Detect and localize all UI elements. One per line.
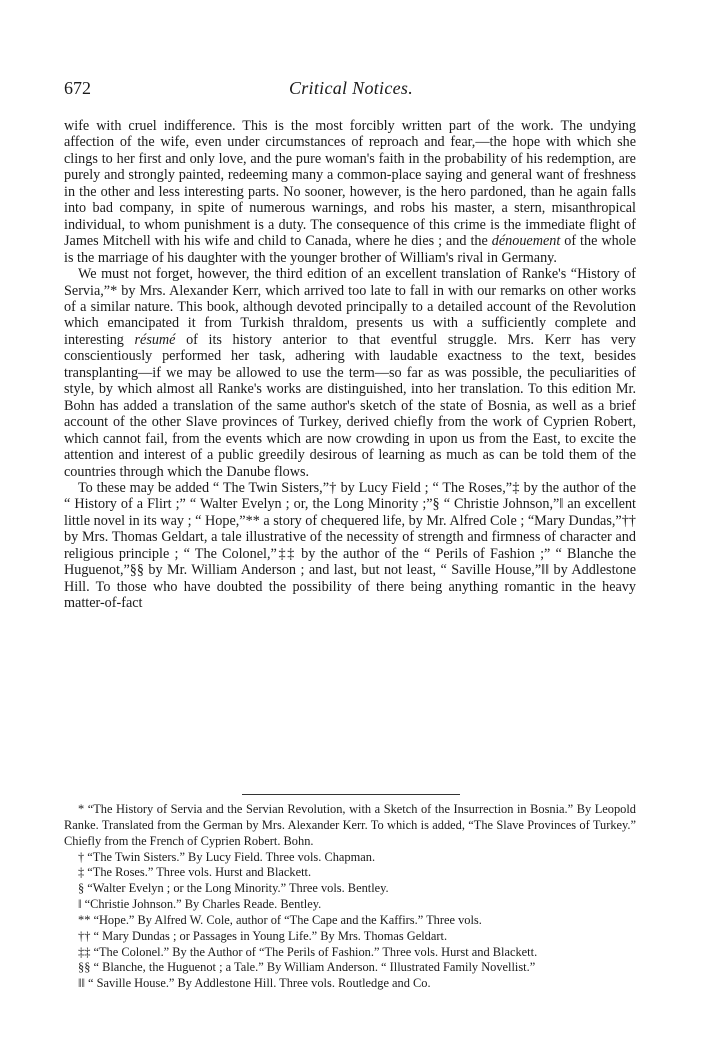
footnote: ‡‡ “The Colonel.” By the Author of “The Perils of Fashion.” Three vols. Hurst and Blackett. — [78, 944, 538, 959]
paragraph-1-tail: of the whole is the marriage of his daughter with the younger brother of William's rival in Germany. — [64, 233, 636, 266]
footnote: §§ “ Blanche, the Huguenot ; a Tale.” By William Anderson. “ Illustrated Family Novellist.” — [78, 960, 536, 975]
paragraph-2 — [64, 266, 636, 480]
footnote: * “The History of Servia and the Servian Revolution, with a Sketch of the Insurrection in Bosnia.” By Leopold Ranke. Translated from the German by Mrs. Alexander Kerr. To which is added, “The Slave Provinces of Turkey.” Chiefly from the French of Cyprien Robert. Bohn. — [64, 802, 636, 848]
footnote: ‖‖ “ Saville House.” By Addlestone Hill. Three vols. Routledge and Co. — [78, 976, 431, 991]
footnote: ** “Hope.” By Alfred W. Cole, author of “The Cape and the Kaffirs.” Three vols. — [78, 912, 482, 927]
footnote: ‡ “The Roses.” Three vols. Hurst and Blackett. — [78, 865, 312, 880]
footnote: † “The Twin Sisters.” By Lucy Field. Three vols. Chapman. — [78, 849, 376, 864]
page-header — [64, 78, 638, 102]
footnote: †† “ Mary Dundas ; or Passages in Young Life.” By Mrs. Thomas Geldart. — [78, 928, 448, 943]
footnote: § “Walter Evelyn ; or the Long Minority.” Three vols. Bentley. — [78, 881, 389, 896]
main-text — [64, 118, 636, 612]
paragraph-2-tail: of its history anterior to that eventful struggle. Mrs. Kerr has very conscientiously performed her task, adhering with laudable exactness to the text, besides transplanting—if we may be allowed to use the term—so far as was possible, the peculiarities of style, by which almost all Ranke's works are distinguished, into her translation. To this edition Mr. Bohn has added a translation of the same author's sketch of the state of Bosnia, as well as a brief account of the other Slave provinces of Turkey, derived chiefly from the work of Cyprien Robert, which cannot fail, from the events which are now crowding in upon us from the East, to excite the attention and interest of a public greedily desirous of learning as much as can be told them of the countries through which the Danube flows. — [64, 331, 636, 480]
paragraph-1-italic: dénouement — [491, 233, 561, 250]
page-number: 672 — [64, 78, 91, 98]
footnote-divider — [242, 794, 460, 795]
footnotes — [64, 802, 636, 992]
paragraph-2-italic: résumé — [134, 331, 176, 348]
paragraph-2-text: We must not forget, however, the third edition of an excellent translation of Ranke's “History of Servia,”* by Mrs. Alexander Kerr, which arrived too late to fall in with our remarks on other works of a similar nature. This book, although devoted principally to a detailed account of the Revolution which emancipated it from Turkish thraldom, presents us with a sufficiently complete and interesting — [64, 266, 636, 348]
running-head: Critical Notices. — [288, 78, 414, 98]
footnote: ‖ “Christie Johnson.” By Charles Reade. Bentley. — [78, 897, 322, 912]
paragraph-1-text: wife with cruel indifference. This is the most forcibly written part of the work. The undying affection of the wife, even under circumstances of reproach and fear,—the hope with which she clings to her first and only love, and the pure woman's faith in the probability of his redemption, are purely and strongly painted, redeeming many a common-place saying and general want of freshness in the other and less interesting parts. No sooner, however, is the hero pardoned, than he again falls into bad company, in spite of numerous warnings, and robs his master, a stern, misanthropical individual, to whom punishment is a duty. The consequence of this crime is the immediate flight of James Mitchell with his wife and child to Canada, where he dies ; and the — [64, 118, 636, 250]
paragraph-3: To these may be added “ The Twin Sisters,”† by Lucy Field ; “ The Roses,”‡ by the author of the “ History of a Flirt ;” “ Walter Evelyn ; or, the Long Minority ;”§ “ Christie Johnson,”‖ an excellent little novel in its way ; “ Hope,”** a story of chequered life, by Mr. Alfred Cole ; “Mary Dundas,”†† by Mrs. Thomas Geldart, a tale illustrative of the necessity of strength and firmness of character and religious principle ; “ The Colonel,”‡‡ by the author of the “ Perils of Fashion ;” “ Blanche the Huguenot,”§§ by Mr. William Anderson ; and last, but not least, “ Saville House,”‖‖ by Addlestone Hill. To those who have doubted the possibility of there being anything romantic in the heavy matter-of-fact — [64, 479, 636, 612]
paragraph-1 — [64, 118, 636, 266]
